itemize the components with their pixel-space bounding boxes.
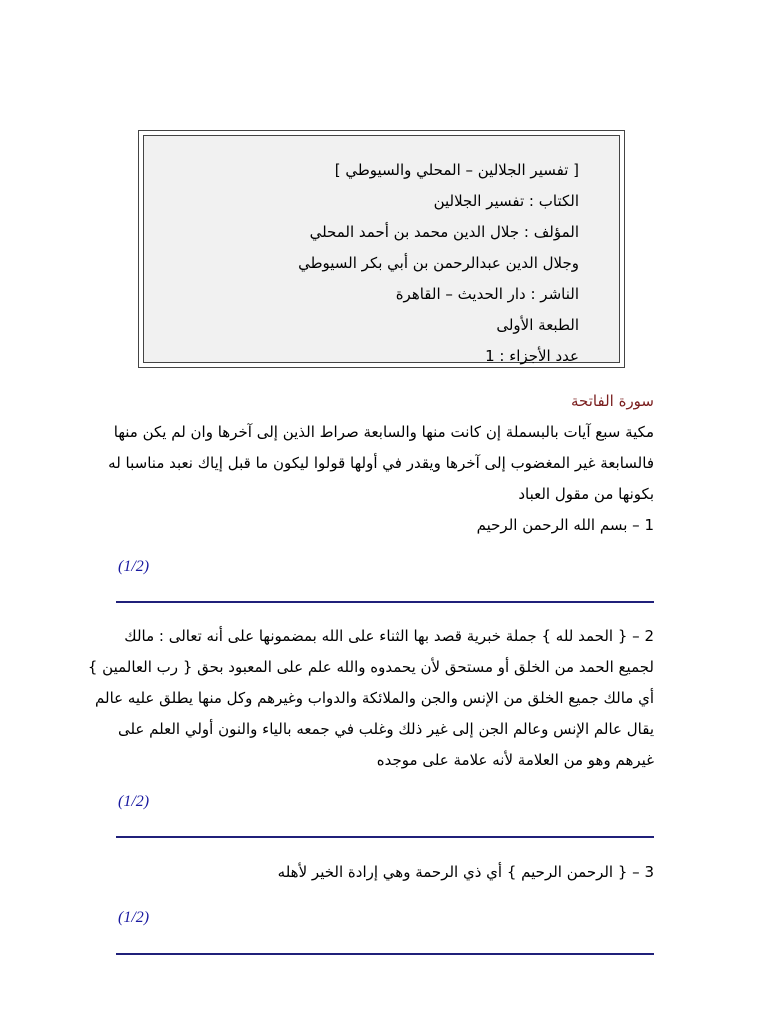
verse-2-section [87, 621, 654, 776]
book-info-edition: الطبعة الأولى [496, 316, 579, 334]
verse-1: 1 – بسم الله الرحمن الرحيم [476, 516, 654, 534]
section-divider [116, 836, 654, 838]
book-info-series-title: [ تفسير الجلالين – المحلي والسيوطي ] [334, 161, 579, 179]
page-reference: (1/2) [118, 558, 150, 575]
intro-line: فالسابعة غير المغضوب إلى آخرها ويقدر في أولها قولوا ليكون ما قبل إياك نعبد مناسبا له [108, 454, 654, 472]
intro-line: بكونها من مقول العباد [518, 485, 654, 503]
surah-title: سورة الفاتحة [571, 392, 654, 410]
verse-2-line: غيرهم وهو من العلامة لأنه علامة على موجده [376, 751, 654, 769]
section-divider [116, 601, 654, 603]
intro-line: مكية سبع آيات بالبسملة إن كانت منها والسابعة صراط الذين إلى آخرها وان لم يكن منها [113, 423, 654, 441]
verse-3-section [116, 857, 654, 888]
section-divider [116, 953, 654, 955]
book-info-panel [143, 135, 620, 363]
book-info-publisher: الناشر : دار الحديث – القاهرة [395, 285, 579, 303]
book-info-book: الكتاب : تفسير الجلالين [433, 192, 579, 210]
book-info-coauthor: وجلال الدين عبدالرحمن بن أبي بكر السيوطي [298, 254, 579, 272]
verse-2-line: لجميع الحمد من الخلق أو مستحق لأن يحمدوه والله علم على المعبود بحق { رب العالمين } [87, 658, 654, 676]
book-info-volumes: عدد الأجزاء : 1 [485, 347, 579, 365]
book-info-author: المؤلف : جلال الدين محمد بن أحمد المحلي [309, 223, 579, 241]
verse-2-line: أي مالك جميع الخلق من الإنس والجن والملائكة والدواب وغيرهم وكل منها يطلق عليه عالم [95, 689, 654, 707]
page-reference: (1/2) [118, 909, 150, 926]
verse-2-line: يقال عالم الإنس وعالم الجن إلى غير ذلك وغلب في جمعه بالياء والنون أولي العلم على [117, 720, 654, 738]
verse-2-line: 2 – { الحمد لله } جملة خبرية قصد بها الثناء على الله بمضمونها على أنه تعالى : مالك [124, 627, 654, 645]
book-info-box [138, 130, 625, 368]
intro-section [108, 386, 654, 541]
page-reference: (1/2) [118, 793, 150, 810]
verse-3-line: 3 – { الرحمن الرحيم } أي ذي الرحمة وهي إرادة الخير لأهله [277, 863, 654, 881]
